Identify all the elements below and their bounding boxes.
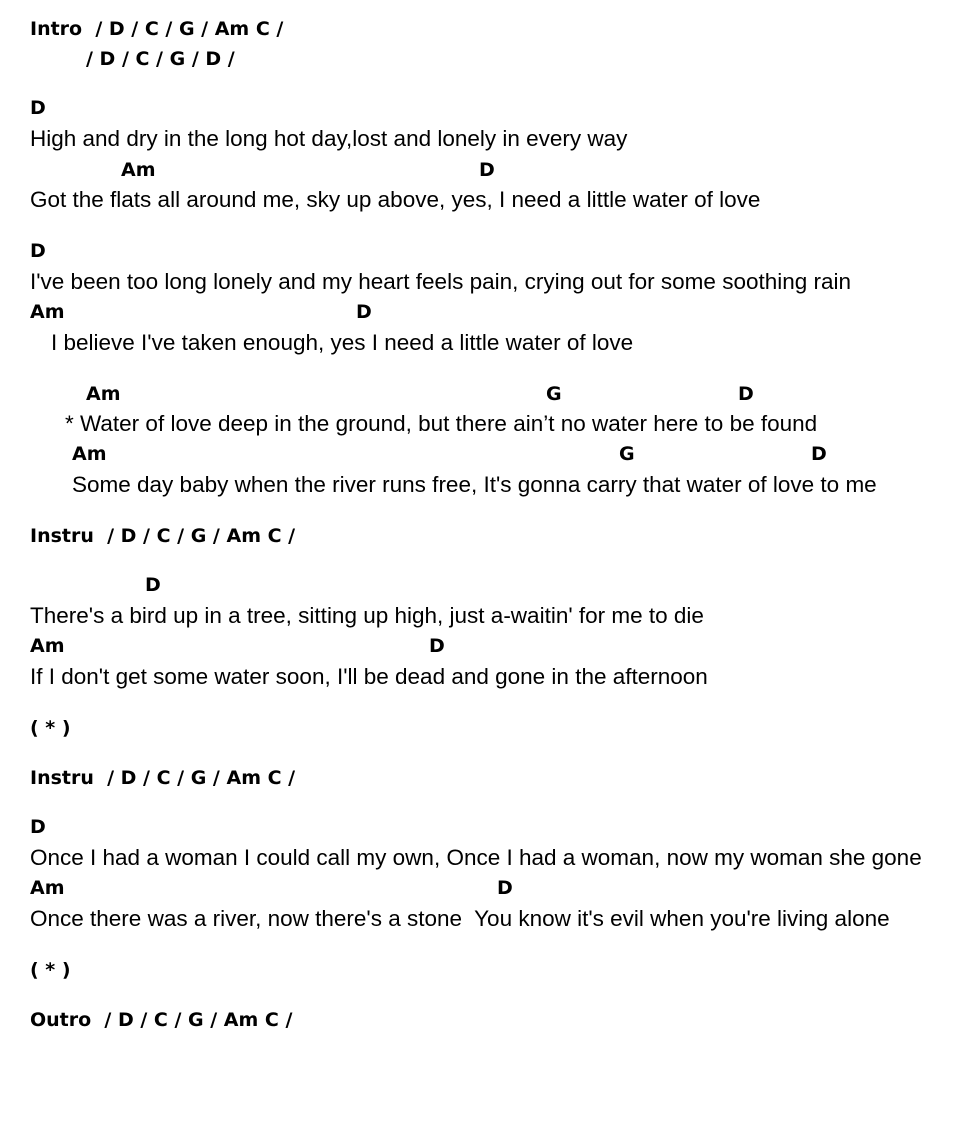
verse1-lyric-2: Got the flats all around me, sky up above, yes, I need a little water of love [30, 187, 761, 212]
chorus-chord-d: D [738, 383, 754, 405]
verse1-chord-d: D [30, 97, 46, 119]
verse2-lyric-1: I've been too long lonely and my heart feels pain, crying out for some soothing rain [30, 269, 852, 294]
instru-chord-line-2: Instru / D / C / G / Am C / [30, 767, 296, 789]
verse4-chord-d-2: D [497, 877, 513, 899]
verse3-lyric-1: There's a bird up in a tree, sitting up high, just a-waitin' for me to die [30, 603, 704, 628]
verse3-lyric-2: If I don't get some water soon, I'll be dead and gone in the afternoon [30, 664, 708, 689]
verse2-lyric-2: I believe I've taken enough, yes I need a little water of love [51, 330, 634, 355]
verse3-chord-am: Am [30, 635, 65, 657]
verse1-chord-am: Am [121, 159, 156, 181]
verse2-chord-d: D [30, 240, 46, 262]
verse2-chord-d-2: D [356, 301, 372, 323]
verse3-chord-d: D [145, 574, 161, 596]
verse2-chord-am: Am [30, 301, 65, 323]
intro-chord-line-2: / D / C / G / D / [86, 48, 235, 70]
chorus-reference: ( * ) [30, 717, 71, 739]
verse3-chord-d-2: D [429, 635, 445, 657]
chorus-lyric-1: * Water of love deep in the ground, but there ain’t no water here to be found [65, 411, 818, 436]
chorus-chord-g-2: G [619, 443, 635, 465]
chorus-chord-am-2: Am [72, 443, 107, 465]
verse4-lyric-2: Once there was a river, now there's a stone You know it's evil when you're living alone [30, 906, 890, 931]
chorus-chord-d-2: D [811, 443, 827, 465]
verse4-chord-d: D [30, 816, 46, 838]
chorus-chord-g: G [546, 383, 562, 405]
verse1-chord-d-2: D [479, 159, 495, 181]
verse4-lyric-1: Once I had a woman I could call my own, Once I had a woman, now my woman she gone [30, 845, 922, 870]
chorus-chord-am: Am [86, 383, 121, 405]
verse4-chord-am: Am [30, 877, 65, 899]
outro-chord-line: Outro / D / C / G / Am C / [30, 1009, 293, 1031]
instru-chord-line: Instru / D / C / G / Am C / [30, 525, 296, 547]
verse1-lyric-1: High and dry in the long hot day,lost and lonely in every way [30, 126, 628, 151]
chorus-reference-2: ( * ) [30, 959, 71, 981]
chorus-lyric-2: Some day baby when the river runs free, It's gonna carry that water of love to me [72, 472, 877, 497]
intro-chord-line: Intro / D / C / G / Am C / [30, 18, 284, 40]
